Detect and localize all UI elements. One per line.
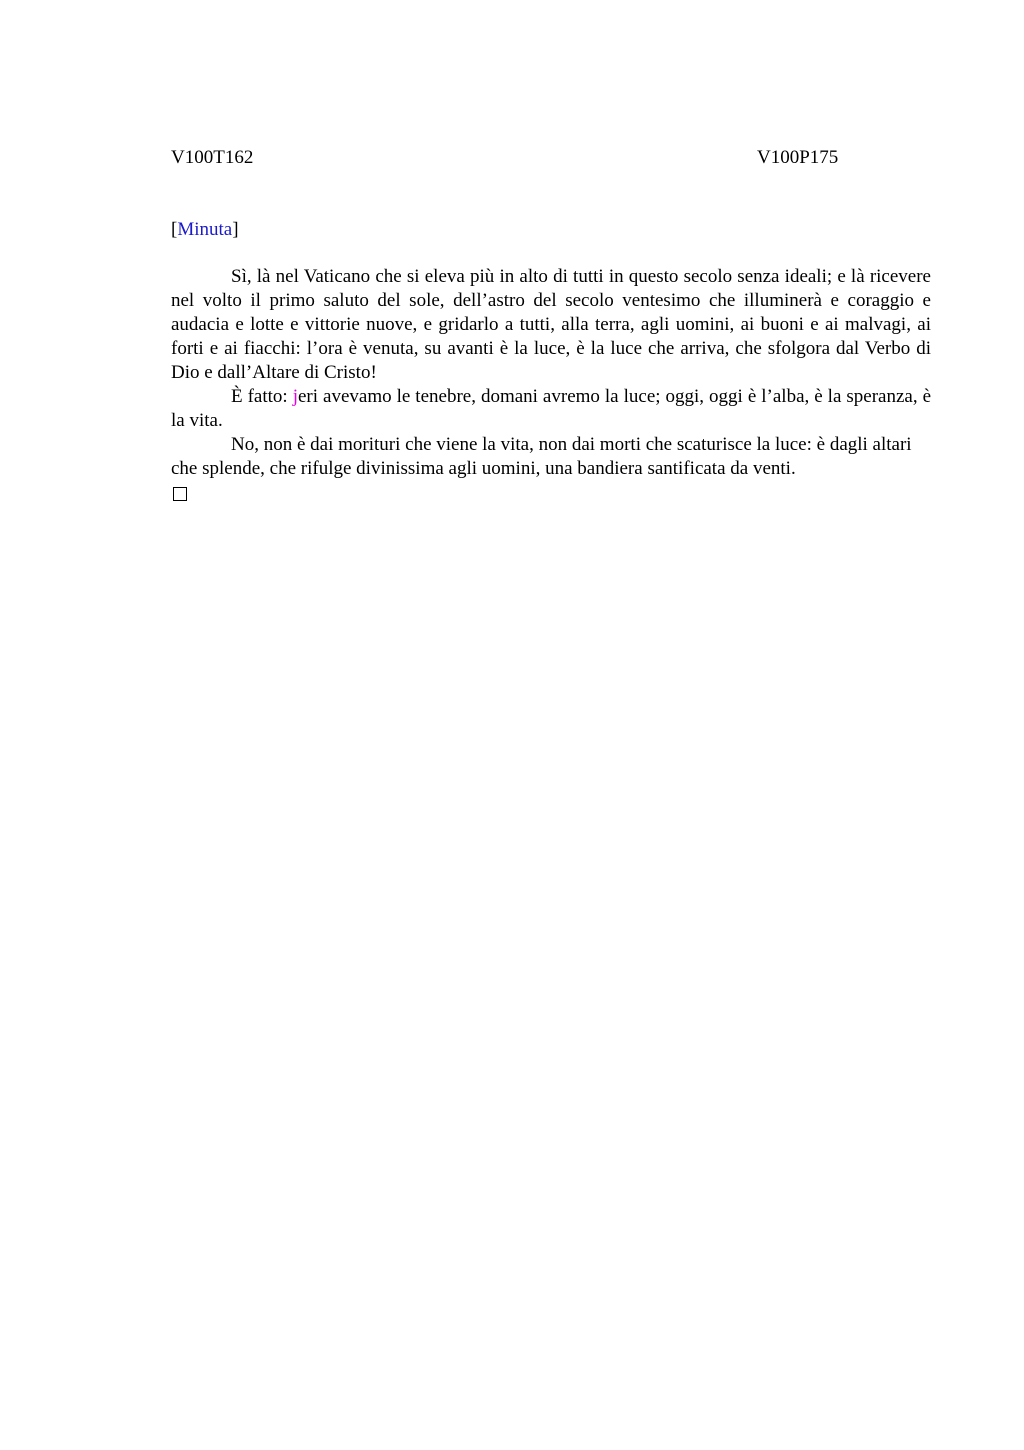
body-text [171, 265, 931, 501]
section-close-bracket: ] [232, 219, 239, 240]
paragraph-2 [171, 385, 931, 433]
header-left-code: V100T162 [171, 147, 254, 168]
header-right-code: V100P175 [757, 147, 839, 168]
paragraph-2-before: È fatto: [231, 386, 293, 407]
section-label-text: Minuta [177, 219, 233, 240]
section-open-bracket: [ [171, 219, 178, 240]
paragraph-2-after: eri avevamo le tenebre, domani avremo la luce; oggi, oggi è l’alba, è la speranza, è la vita. [171, 386, 932, 431]
paragraph-1: Sì, là nel Vaticano che si eleva più in alto di tutti in questo secolo senza ideali; e là ricevere nel volto il primo saluto del sole, dell’astro del secolo ventesimo che illuminerà e coraggio e audacia e lotte e vittorie nuove, e gridarlo a tutti, alla terra, agli uomini, ai buoni e ai malvagi, ai forti e ai fiacchi: l’ora è venuta, su avanti è la luce, è la luce che arriva, che sfolgora dal Verbo di Dio e dall’Altare di Cristo! [171, 266, 931, 383]
empty-square-icon [173, 487, 187, 501]
section-label [171, 219, 239, 241]
paragraph-3: No, non è dai morituri che viene la vita, non dai morti che scaturisce la luce: è dagli altari che splende, che rifulge divinissima agli uomini, una bandiera santificata da venti. [171, 434, 912, 479]
paragraph-2-highlight: j [292, 386, 298, 407]
